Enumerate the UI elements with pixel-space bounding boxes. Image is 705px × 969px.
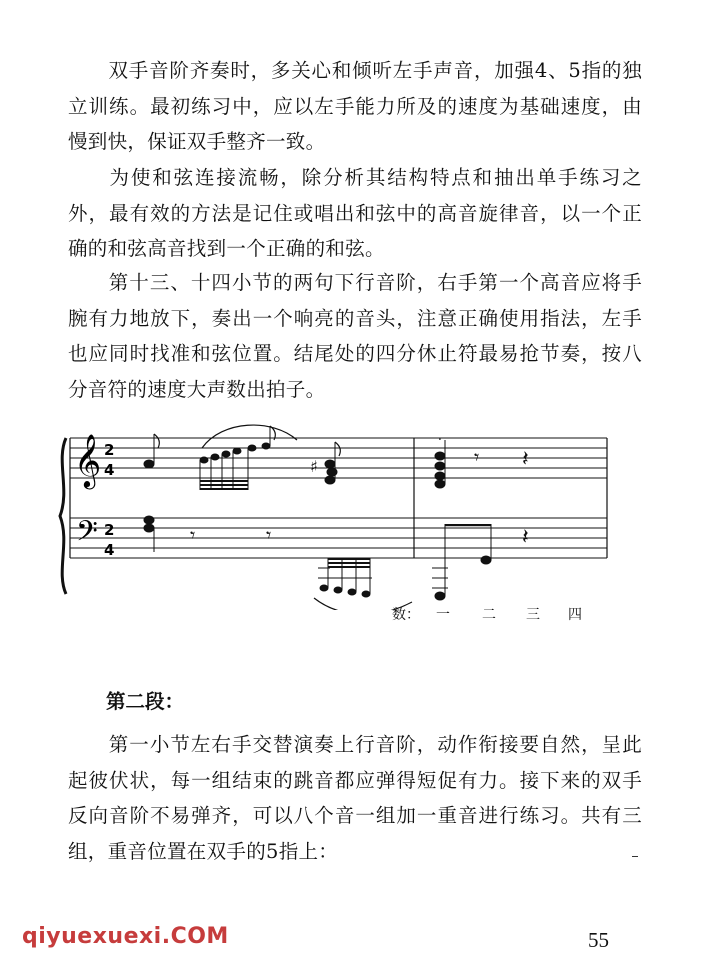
paragraph-2: 为使和弦连接流畅，除分析其结构特点和抽出单手练习之外，最有效的方法是记住或唱出和弦中的高音旋律音，以一个正确的和弦高音找到一个正确的和弦。 [68, 166, 642, 260]
beat-count-line [392, 604, 582, 624]
count-label: 数： [392, 607, 420, 623]
svg-text:𝄾: 𝄾 [474, 445, 480, 469]
music-score [52, 420, 612, 610]
svg-text:𝄽: 𝄽 [522, 525, 529, 550]
count-word-3: 三 [526, 607, 540, 623]
paragraph-3: 第十三、十四小节的两句下行音阶，右手第一个高音应将手腕有力地放下，奏出一个响亮的音头，注意正确使用指法，左手也应同时找准和弦位置。结尾处的四分休止符最易抢节奏，按八分音符的速度大声数出拍子。 [68, 271, 642, 401]
svg-text:𝄽: 𝄽 [522, 447, 529, 472]
page-number: 55 [588, 928, 609, 952]
section-heading: 第二段： [106, 690, 185, 713]
count-word-4: 四 [568, 607, 582, 623]
treble-time-top: 2 [104, 441, 115, 459]
svg-text:𝄾: 𝄾 [266, 523, 272, 547]
stray-mark [632, 856, 638, 857]
paragraph-1: 双手音阶齐奏时，多关心和倾听左手声音，加强4、5指的独立训练。最初练习中，应以左手能力所及的速度为基础速度，由慢到快，保证双手整齐一致。 [68, 59, 642, 153]
count-word-1: 一 [436, 607, 450, 623]
grand-staff-brace [60, 438, 66, 594]
svg-text:♯: ♯ [310, 457, 318, 476]
bass-measure-2 [432, 524, 529, 600]
count-word-2: 二 [482, 607, 496, 623]
svg-text:𝄾: 𝄾 [190, 523, 196, 547]
site-watermark: qiyuexuexi.COM [22, 924, 229, 949]
bass-measure-1 [144, 516, 412, 610]
svg-text:.: . [438, 429, 442, 443]
bass-time-top: 2 [104, 521, 115, 539]
treble-time-bottom: 4 [104, 461, 115, 479]
section-paragraph: 第一小节左右手交替演奏上行音阶，动作衔接要自然，呈此起彼伏状，每一组结束的跳音都应弹得短促有力。接下来的双手反向音阶不易弹齐，可以八个音一组加一重音进行练习。共有三组，重音位置在双手的5指上： [68, 733, 642, 863]
bass-time-bottom: 4 [104, 541, 115, 559]
treble-clef-icon: 𝄞 [74, 433, 102, 487]
bass-clef-icon: 𝄢 [76, 515, 98, 555]
